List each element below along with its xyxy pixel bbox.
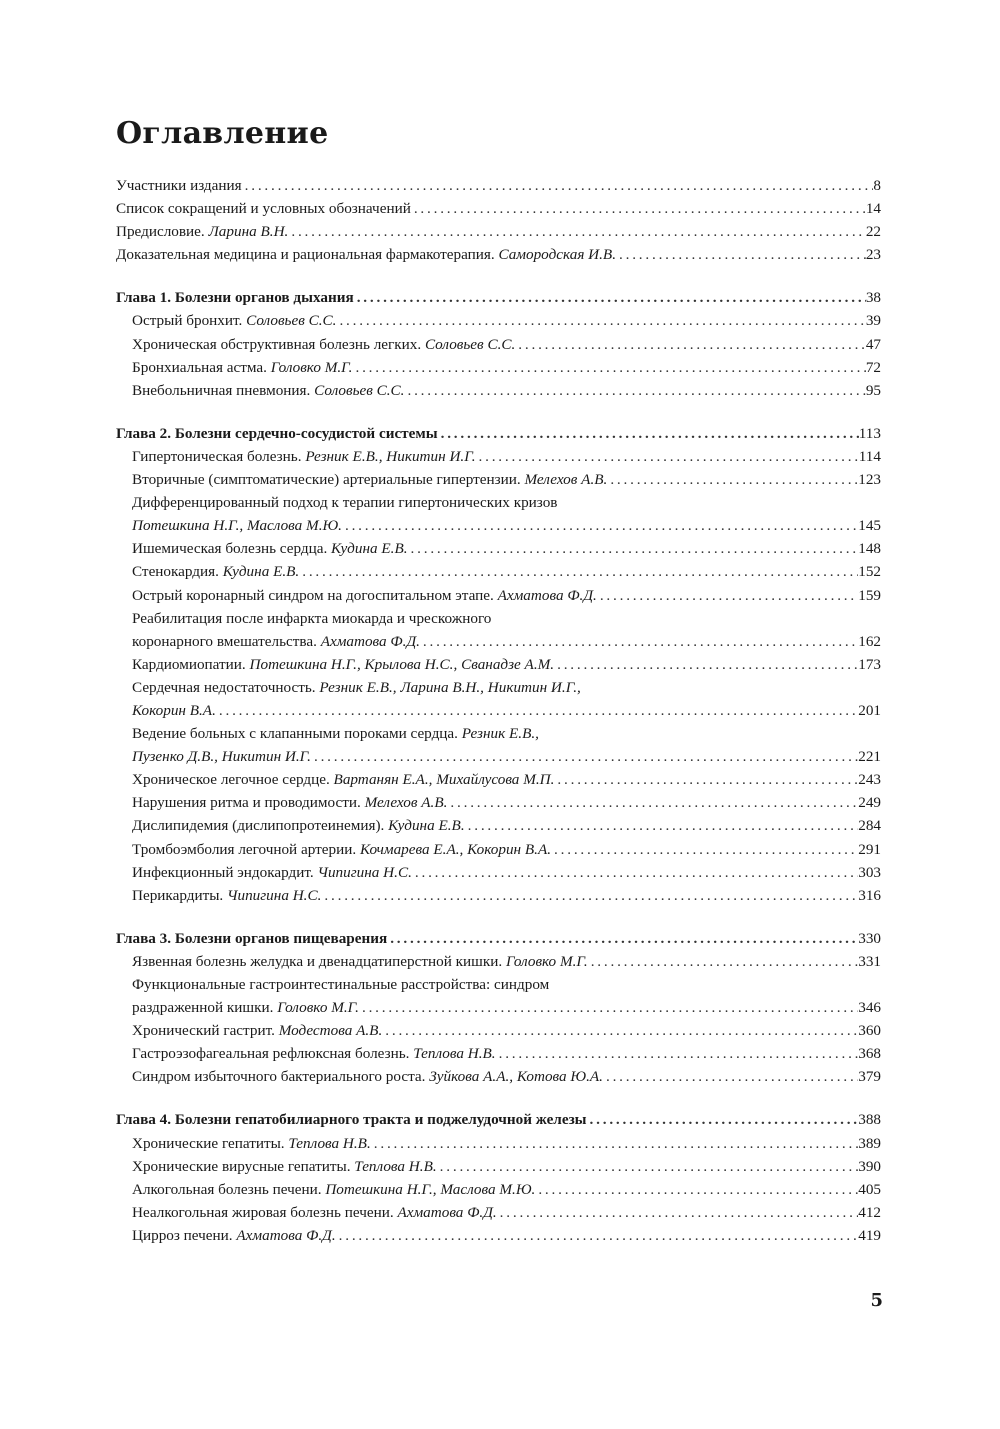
toc-entry-text: Ишемическая болезнь сердца.: [132, 540, 332, 558]
toc-entry-title: [132, 1204, 497, 1222]
toc-entry-text: Алкогольная болезнь печени.: [132, 1180, 326, 1198]
toc-page-number: 148: [858, 540, 881, 558]
dot-leader: [447, 794, 858, 812]
toc-entry-title: [132, 1181, 535, 1199]
toc-entry[interactable]: [116, 1158, 881, 1181]
toc-entry-title: [132, 725, 539, 743]
toc-entry[interactable]: [116, 953, 881, 976]
toc-entry-text: Кардиомиопатии.: [132, 655, 250, 673]
toc-entry-title: [132, 771, 554, 789]
toc-entry[interactable]: [116, 610, 881, 633]
toc-entry[interactable]: [116, 587, 881, 610]
toc-chapter-heading[interactable]: [116, 289, 881, 312]
toc-page-number: 390: [858, 1157, 881, 1175]
toc-entry-author: Кокорин В.А.: [132, 701, 216, 719]
toc-entry-author: Самородская И.В.: [498, 246, 617, 264]
toc-entry-title: [132, 864, 412, 882]
toc-page-number: 360: [858, 1022, 881, 1040]
toc-entry-text: Гастроэзофагеальная рефлюксная болезнь.: [132, 1045, 414, 1063]
dot-leader: [437, 1158, 859, 1176]
toc-entry[interactable]: [116, 656, 881, 679]
toc-entry[interactable]: [116, 976, 881, 999]
toc-entry[interactable]: [116, 999, 881, 1022]
toc-entry-text: раздраженной кишки.: [132, 999, 278, 1017]
toc-page-number: 114: [858, 447, 881, 465]
toc-entry[interactable]: [116, 725, 881, 748]
toc-entry-title: [132, 953, 588, 971]
toc-entry-title: [132, 1227, 336, 1245]
toc-entry-title: [132, 633, 420, 651]
toc-entry[interactable]: [116, 794, 881, 817]
toc-entry[interactable]: [116, 200, 881, 223]
toc-entry-author: Ахматова Ф.Д.: [397, 1203, 497, 1221]
toc-entry-text: Дифференцированный подход к терапии гипертонических кризов: [132, 494, 558, 512]
toc-entry-text: Вторичные (симптоматические) артериальные гипертензии.: [132, 471, 525, 489]
dot-leader: [359, 999, 858, 1017]
toc-entry-author: Модестова А.В.: [278, 1022, 383, 1040]
toc-entry-text: Глава 3. Болезни органов пищеварения: [116, 929, 388, 947]
toc-group: [116, 930, 881, 1092]
toc-entry-text: Участники издания: [116, 177, 242, 194]
dot-leader: [476, 448, 859, 466]
dot-leader: [554, 656, 858, 674]
toc-page-number: 243: [858, 771, 881, 789]
dot-leader: [404, 382, 865, 400]
toc-entry[interactable]: [116, 887, 881, 910]
toc-page-number: 368: [858, 1045, 881, 1063]
toc-entry[interactable]: [116, 563, 881, 586]
toc-entry-title: [132, 1158, 437, 1176]
toc-entry-title: [116, 200, 411, 218]
toc-page-number: 47: [865, 335, 881, 353]
toc-entry-text: Сердечная недостаточность.: [132, 678, 320, 696]
toc-chapter-heading[interactable]: [116, 930, 881, 953]
toc-entry-author: Теплова Н.В.: [413, 1045, 496, 1063]
toc-entry[interactable]: [116, 1181, 881, 1204]
toc-entry-title: [132, 382, 404, 400]
dot-leader: [597, 587, 858, 605]
toc-entry-text: Острый бронхит.: [132, 312, 247, 330]
dot-leader: [420, 633, 858, 651]
toc-page-number: 346: [858, 999, 881, 1017]
toc-entry-title: [132, 999, 359, 1017]
toc-entry-title: [132, 540, 408, 558]
dot-leader: [352, 359, 865, 377]
dot-leader: [412, 864, 858, 882]
toc-entry-title: [132, 841, 551, 859]
toc-page-number: 22: [865, 223, 881, 241]
toc-entry[interactable]: [116, 1022, 881, 1045]
toc-page-number: 284: [858, 817, 881, 835]
toc-entry[interactable]: [116, 817, 881, 840]
toc-page-number: 331: [858, 952, 881, 970]
toc-entry-text: Неалкогольная жировая болезнь печени.: [132, 1203, 398, 1221]
toc-entry-author: Чипигина Н.С.: [317, 863, 412, 881]
toc-entry-title: [132, 817, 465, 835]
dot-leader: [515, 336, 866, 354]
toc-page-number: 14: [865, 200, 881, 218]
toc-entry-title: [132, 794, 447, 812]
toc-entry-text: Глава 2. Болезни сердечно-сосудистой системы: [116, 424, 438, 442]
toc-entry-author: Головко М.Г.: [505, 952, 588, 970]
dot-leader: [465, 817, 859, 835]
toc-page-number: 72: [865, 358, 881, 376]
toc-entry-text: коронарного вмешательства.: [132, 632, 321, 650]
toc-entry-author: Мелехов А.В.: [364, 794, 448, 812]
toc-entry[interactable]: [116, 312, 881, 335]
toc-entry-title: [132, 702, 216, 720]
toc-entry[interactable]: [116, 223, 881, 246]
toc-entry[interactable]: [116, 359, 881, 382]
toc-page-number: 249: [858, 794, 881, 812]
toc-entry[interactable]: [116, 679, 881, 702]
toc-page-number: 405: [858, 1180, 881, 1198]
dot-leader: [438, 425, 859, 443]
toc-entry-text: Внебольничная пневмония.: [132, 381, 315, 399]
toc-entry-text: Перикардиты.: [132, 886, 228, 904]
toc-entry-author: Потешкина Н.Г., Маслова М.Ю.: [132, 517, 342, 535]
toc-entry-text: Острый коронарный синдром на догоспитальном этапе.: [132, 586, 498, 604]
toc-entry-text: Глава 1. Болезни органов дыхания: [116, 289, 354, 307]
toc-page-number: 316: [858, 886, 881, 904]
toc-entry-title: [116, 425, 438, 443]
toc-entry[interactable]: [116, 1068, 881, 1091]
toc-page-number: 303: [858, 863, 881, 881]
dot-leader: [311, 748, 858, 766]
toc-entry-title: [132, 679, 581, 697]
toc-entry-author: Потешкина Н.Г., Маслова М.Ю.: [325, 1180, 536, 1198]
toc-page-number: 39: [865, 312, 881, 330]
toc-entry-text: Хронические гепатиты.: [132, 1134, 289, 1152]
toc-entry-title: [132, 448, 476, 466]
toc-entry-text: Цирроз печени.: [132, 1226, 237, 1244]
toc-page-number: 162: [858, 632, 881, 650]
toc-entry-author: Теплова Н.В.: [354, 1157, 437, 1175]
toc-page-number: 173: [858, 655, 881, 673]
toc-entry-author: Ахматова Ф.Д.: [497, 586, 597, 604]
dot-leader: [216, 702, 858, 720]
toc-entry-text: Синдром избыточного бактериального роста.: [132, 1068, 430, 1086]
page-title: Оглавление: [116, 116, 329, 151]
dot-leader: [603, 1068, 858, 1086]
toc-entry-text: Нарушения ритма и проводимости.: [132, 794, 365, 812]
toc-page-number: 330: [858, 929, 881, 947]
toc-group: [116, 289, 881, 404]
toc-page-number: 123: [858, 471, 881, 489]
toc-entry-author: Кудина Е.В.: [222, 563, 300, 581]
toc-entry-title: [132, 587, 597, 605]
toc-entry-text: Хронические вирусные гепатиты.: [132, 1157, 355, 1175]
toc-entry-title: [132, 517, 342, 535]
toc-page-number: 38: [865, 289, 881, 307]
dot-leader: [554, 771, 858, 789]
toc-entry-author: Мелехов А.В.: [524, 471, 608, 489]
toc-entry-author: Соловьев С.С.: [424, 335, 516, 353]
toc-entry-text: Предисловие.: [116, 223, 209, 241]
toc-entry[interactable]: [116, 1204, 881, 1227]
toc-page-number: 8: [873, 177, 881, 194]
toc-entry-text: Реабилитация после инфаркта миокарда и чрескожного: [132, 609, 492, 627]
toc-entry-text: Хронический гастрит.: [132, 1022, 279, 1040]
toc-entry-text: Функциональные гастроинтестинальные расстройства: синдром: [132, 976, 550, 993]
toc-chapter-heading[interactable]: [116, 425, 881, 448]
toc-entry[interactable]: [116, 633, 881, 656]
toc-entry-title: [132, 610, 491, 628]
dot-leader: [387, 930, 858, 948]
dot-leader: [496, 1045, 859, 1063]
dot-leader: [616, 246, 866, 264]
dot-leader: [336, 1227, 859, 1245]
toc-entry-title: [132, 1022, 382, 1040]
toc-page-number: 145: [858, 517, 881, 535]
dot-leader: [321, 887, 858, 905]
dot-leader: [354, 289, 866, 307]
toc-entry-author: Пузенко Д.В., Никитин И.Г.: [132, 748, 311, 766]
toc-entry-text: Гипертоническая болезнь.: [132, 447, 306, 465]
dot-leader: [588, 953, 859, 971]
toc-entry[interactable]: [116, 336, 881, 359]
toc-entry-text: Хроническое легочное сердце.: [132, 771, 334, 789]
toc-entry[interactable]: [116, 1045, 881, 1068]
toc-page-number: 412: [858, 1203, 881, 1221]
toc-entry-author: Резник Е.В., Никитин И.Г.: [305, 447, 476, 465]
dot-leader: [336, 312, 865, 330]
dot-leader: [371, 1135, 858, 1153]
toc-entry-author: Соловьев С.С.: [314, 381, 405, 399]
toc-page-number: 23: [865, 246, 881, 264]
toc-entry-text: Список сокращений и условных обозначений: [116, 200, 411, 218]
toc-entry-author: Зуйкова А.А., Котова Ю.А.: [429, 1068, 603, 1086]
toc-entry[interactable]: [116, 864, 881, 887]
toc-entry-title: [116, 223, 288, 241]
toc-entry-text: Доказательная медицина и рациональная фармакотерапия.: [116, 246, 499, 264]
toc-page-number: 221: [858, 748, 881, 766]
toc-entry[interactable]: [116, 841, 881, 864]
toc-entry-author: Кудина Е.В.: [388, 817, 465, 835]
toc-entry[interactable]: [116, 494, 881, 517]
toc-entry-title: [132, 976, 549, 994]
dot-leader: [497, 1204, 859, 1222]
toc-entry-author: Ахматова Ф.Д.: [320, 632, 420, 650]
toc-entry[interactable]: [116, 1227, 881, 1250]
toc-group: [116, 177, 881, 269]
dot-leader: [535, 1181, 858, 1199]
toc-entry-title: [132, 887, 321, 905]
toc-entry-text: Дислипидемия (дислипопротеинемия).: [132, 817, 389, 835]
toc-entry-title: [132, 336, 515, 354]
toc-entry-title: [132, 494, 557, 512]
toc-entry[interactable]: [116, 1135, 881, 1158]
toc-page-number: 152: [858, 563, 881, 581]
toc-entry[interactable]: [116, 471, 881, 494]
toc-page-number: 379: [858, 1068, 881, 1086]
toc-entry-text: Бронхиальная астма.: [132, 358, 271, 376]
toc-entry-title: [132, 1068, 603, 1086]
dot-leader: [587, 1111, 859, 1129]
toc-page-number: 113: [858, 424, 881, 442]
toc-entry[interactable]: [116, 177, 881, 200]
toc-entry[interactable]: [116, 702, 881, 725]
toc-page-number: 291: [858, 840, 881, 858]
toc-entry-title: [132, 1045, 496, 1063]
toc-entry-author: Вартанян Е.А., Михайлусова М.П.: [333, 771, 555, 789]
toc-entry-author: Ларина В.Н.: [208, 223, 289, 241]
dot-leader: [342, 517, 858, 535]
toc-entry-text: Тромбоэмболия легочной артерии.: [132, 840, 360, 858]
toc-entry-text: Инфекционный эндокардит.: [132, 863, 318, 881]
toc-page-number: 159: [858, 586, 881, 604]
toc-entry-title: [116, 289, 354, 307]
toc-page-number: 389: [858, 1134, 881, 1152]
toc-group: [116, 1111, 881, 1250]
toc-entry-author: Потешкина Н.Г., Крылова Н.С., Сванадзе А.М.: [249, 655, 555, 673]
toc-entry-author: Резник Е.В., Ларина В.Н., Никитин И.Г.,: [319, 678, 581, 696]
toc-entry-author: Кудина Е.В.: [331, 540, 408, 558]
toc-entry-author: Головко М.Г.: [270, 358, 353, 376]
toc-entry[interactable]: [116, 771, 881, 794]
toc-entry-text: Глава 4. Болезни гепатобилиарного тракта и поджелудочной железы: [116, 1111, 587, 1129]
dot-leader: [382, 1022, 858, 1040]
toc-entry-title: [132, 471, 607, 489]
toc-entry-author: Чипигина Н.С.: [227, 886, 322, 904]
toc-entry[interactable]: [116, 246, 881, 269]
toc-entry-title: [132, 563, 299, 581]
dot-leader: [288, 223, 865, 241]
toc-entry-text: Ведение больных с клапанными пороками сердца.: [132, 725, 462, 743]
toc-entry-author: Резник Е.В.,: [461, 725, 539, 743]
toc-entry[interactable]: [116, 748, 881, 771]
toc-entry-title: [116, 1111, 587, 1129]
toc-entry-text: Язвенная болезнь желудка и двенадцатиперстной кишки.: [132, 952, 506, 970]
dot-leader: [408, 540, 859, 558]
toc-entry-title: [132, 1135, 371, 1153]
toc-entry-author: Ахматова Ф.Д.: [236, 1226, 336, 1244]
toc-page-number: 201: [858, 701, 881, 719]
toc-chapter-heading[interactable]: [116, 1111, 881, 1134]
toc-entry[interactable]: [116, 448, 881, 471]
toc-entry-title: [116, 246, 616, 264]
toc-entry-text: Хроническая обструктивная болезнь легких.: [132, 335, 425, 353]
dot-leader: [607, 471, 858, 489]
dot-leader: [299, 563, 858, 581]
dot-leader: [242, 177, 874, 195]
toc-entry-title: [132, 312, 336, 330]
toc-entry-author: Кочмарева Е.А., Кокорин В.А.: [359, 840, 552, 858]
toc-entry-author: Головко М.Г.: [277, 999, 359, 1017]
toc-page-number: 419: [858, 1226, 881, 1244]
toc-entry[interactable]: [116, 540, 881, 563]
toc-entry-text: Стенокардия.: [132, 563, 223, 581]
toc-entry-title: [132, 359, 352, 377]
table-of-contents: [116, 177, 881, 1270]
page-number: 5: [870, 1290, 883, 1311]
toc-entry[interactable]: [116, 517, 881, 540]
toc-entry-title: [132, 748, 311, 766]
toc-group: [116, 425, 881, 910]
dot-leader: [411, 200, 866, 218]
toc-entry[interactable]: [116, 382, 881, 405]
toc-page-number: 95: [865, 381, 881, 399]
toc-page-number: 388: [858, 1111, 881, 1129]
dot-leader: [551, 841, 858, 859]
toc-entry-title: [132, 656, 554, 674]
toc-entry-author: Теплова Н.В.: [288, 1134, 371, 1152]
toc-entry-author: Соловьев С.С.: [246, 312, 337, 330]
toc-entry-title: [116, 177, 242, 195]
toc-entry-title: [116, 930, 387, 948]
